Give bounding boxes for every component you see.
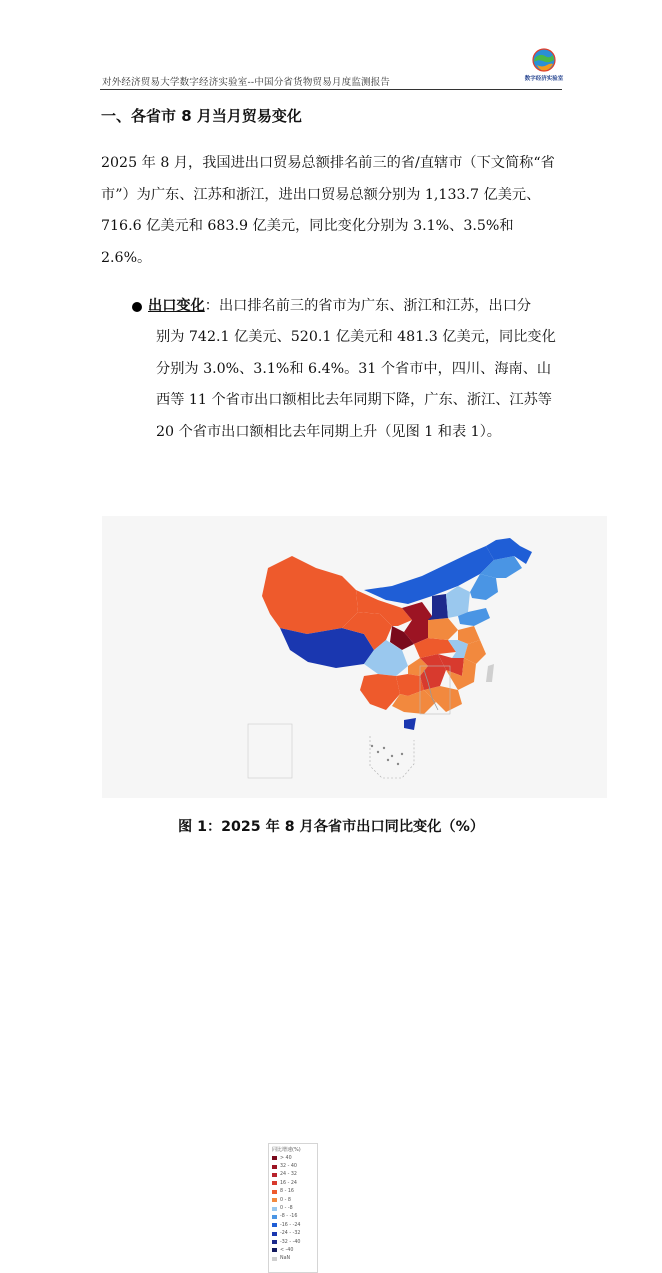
legend-label: NaN bbox=[280, 1256, 291, 1262]
legend-label: 32 - 40 bbox=[280, 1164, 297, 1170]
legend-label: 16 - 24 bbox=[280, 1180, 297, 1186]
legend-item bbox=[269, 1179, 317, 1187]
province-map-svg bbox=[102, 516, 607, 798]
legend-item bbox=[269, 1230, 317, 1238]
bullet-label: 出口变化 bbox=[148, 298, 205, 314]
legend-item bbox=[269, 1204, 317, 1212]
legend-item bbox=[269, 1213, 317, 1221]
legend-item bbox=[269, 1154, 317, 1162]
map-region-taiwan bbox=[486, 664, 494, 682]
legend-label: 8 - 16 bbox=[280, 1189, 294, 1195]
legend-label: -8 - -16 bbox=[280, 1214, 298, 1220]
map-region-henan bbox=[428, 618, 458, 640]
legend-label: -24 - -32 bbox=[280, 1231, 301, 1237]
globe-logo-icon bbox=[531, 47, 557, 73]
legend-swatch bbox=[272, 1165, 277, 1169]
legend-label: 24 - 32 bbox=[280, 1172, 297, 1178]
legend-label: 0 - 8 bbox=[280, 1197, 291, 1203]
legend-item bbox=[269, 1255, 317, 1263]
map-region-liaoning bbox=[470, 574, 498, 600]
legend-swatch bbox=[272, 1156, 277, 1160]
legend-label: -16 - -24 bbox=[280, 1222, 301, 1228]
inset-box-left bbox=[248, 724, 292, 778]
bullet-first-line bbox=[148, 291, 562, 323]
map-region-hainan bbox=[404, 718, 416, 730]
report-header-title: 对外经济贸易大学数字经济实验室--中国分省货物贸易月度监测报告 bbox=[102, 77, 391, 88]
legend-swatch bbox=[272, 1173, 277, 1177]
legend-item bbox=[269, 1221, 317, 1229]
legend-label: -32 - -40 bbox=[280, 1239, 301, 1245]
legend-swatch bbox=[272, 1207, 277, 1211]
legend-swatch bbox=[272, 1223, 277, 1227]
legend-item bbox=[269, 1196, 317, 1204]
legend-swatch bbox=[272, 1198, 277, 1202]
figure-caption: 图 1：2025 年 8 月各省市出口同比变化（%） bbox=[177, 819, 485, 835]
legend-swatch bbox=[272, 1190, 277, 1194]
section-heading: 一、各省市 8 月当月贸易变化 bbox=[101, 107, 302, 125]
map-legend bbox=[268, 1143, 318, 1273]
legend-swatch bbox=[272, 1257, 277, 1261]
map-region-xinjiang bbox=[262, 556, 358, 634]
legend-item bbox=[269, 1162, 317, 1170]
legend-label: < -40 bbox=[280, 1247, 294, 1253]
legend-swatch bbox=[272, 1215, 277, 1219]
legend-item bbox=[269, 1188, 317, 1196]
map-region-tibet bbox=[280, 628, 374, 668]
legend-label: 0 - -8 bbox=[280, 1206, 293, 1212]
south-sea-dots bbox=[371, 745, 403, 765]
lab-logo bbox=[522, 47, 566, 87]
legend-swatch bbox=[272, 1181, 277, 1185]
logo-text: 数字经济实验室 bbox=[524, 76, 564, 82]
legend-swatch bbox=[272, 1240, 277, 1244]
legend-item bbox=[269, 1171, 317, 1179]
legend-title: 同比增速(%) bbox=[272, 1147, 301, 1153]
bullet-icon bbox=[132, 302, 142, 312]
legend-item bbox=[269, 1238, 317, 1246]
bullet-first-text: ：出口排名前三的省市为广东、浙江和江苏，出口分 bbox=[204, 298, 532, 314]
legend-item bbox=[269, 1246, 317, 1254]
bullet-continuation: 别为 742.1 亿美元、520.1 亿美元和 481.3 亿美元，同比变化分别为 3.0%、3.1%和 6.4%。31 个省市中，四川、海南、山西等 11 个省市出口额相比去年同期下降，广东、浙江、江苏等 20 个省市出口额相比去年同期上升（见图 1 和表 1）。 bbox=[156, 329, 556, 440]
legend-swatch bbox=[272, 1232, 277, 1236]
legend-label: > 40 bbox=[280, 1155, 292, 1161]
header-divider bbox=[100, 89, 562, 90]
legend-swatch bbox=[272, 1248, 277, 1252]
intro-paragraph: 2025 年 8 月，我国进出口贸易总额排名前三的省/直辖市（下文简称“省市”）为广东、江苏和浙江，进出口贸易总额分别为 1,133.7 亿美元、716.6 亿美元和 683.9 亿美元，同比变化分别为 3.1%、3.5%和 2.6%。 bbox=[101, 155, 555, 266]
